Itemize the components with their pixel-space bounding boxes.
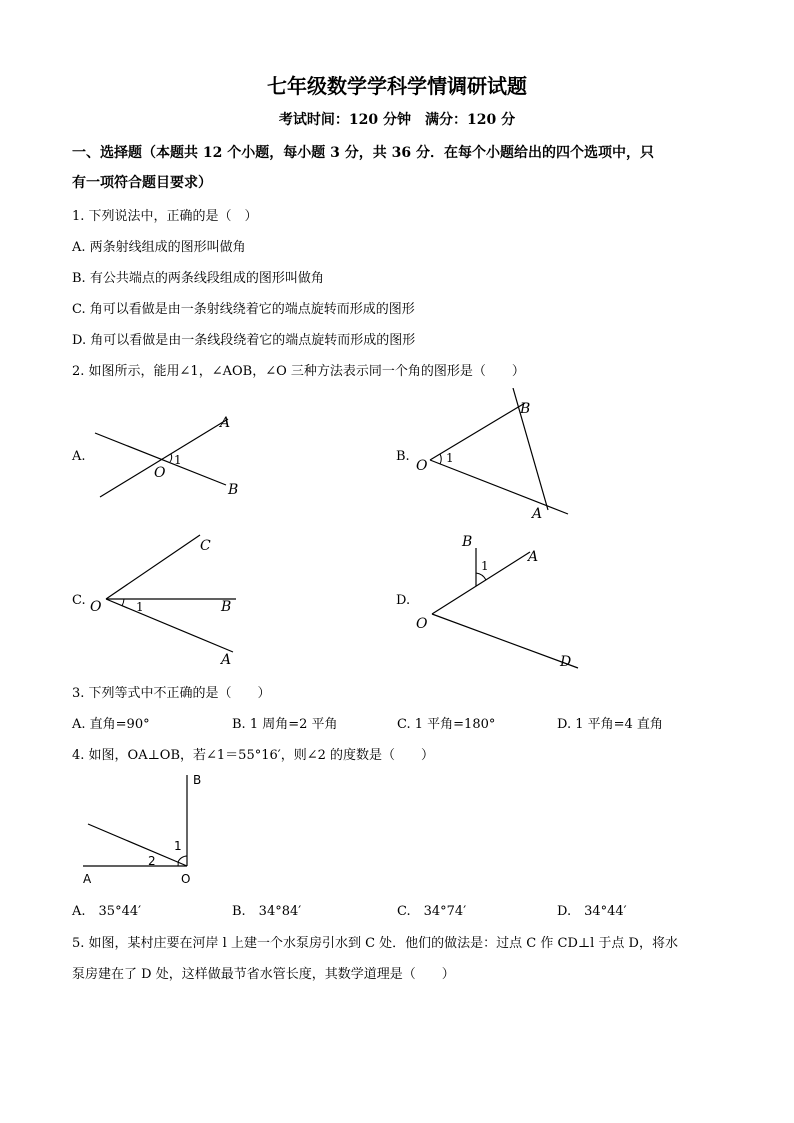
point-b: B — [221, 599, 232, 615]
question-1-stem: 1. 下列说法中，正确的是（ ） — [72, 209, 258, 224]
figure-b-diagram — [410, 388, 580, 523]
point-o: O — [416, 458, 428, 474]
point-a: A — [532, 506, 543, 522]
point-o: O — [181, 872, 191, 886]
figure-d-label: D. — [396, 593, 411, 608]
section-heading-line2: 有一项符合题目要求） — [72, 175, 212, 191]
point-b: B — [520, 401, 531, 417]
question-3-option-a: A. 直角=90° — [72, 717, 150, 732]
angle-1: 1 — [174, 453, 182, 467]
point-a: A — [83, 872, 92, 886]
question-4-option-a: A. 35°44′ — [72, 904, 142, 919]
question-3-option-c: C. 1 平角=180° — [397, 717, 496, 732]
question-4-diagram — [78, 770, 218, 890]
question-1-option-c: C. 角可以看做是由一条射线绕着它的端点旋转而形成的图形 — [72, 302, 415, 317]
angle-1: 1 — [446, 451, 454, 465]
question-3-stem: 3. 下列等式中不正确的是（ ） — [72, 686, 271, 701]
point-a: A — [221, 652, 232, 668]
page-title: 七年级数学学科学情调研试题 — [267, 74, 527, 98]
question-3-option-b: B. 1 周角=2 平角 — [232, 717, 338, 732]
point-b: B — [228, 482, 239, 498]
figure-a-label: A. — [72, 449, 86, 464]
point-b: B — [193, 773, 202, 787]
figure-d-diagram — [410, 528, 590, 673]
point-a: A — [528, 549, 539, 565]
section-heading-line1: 一、选择题（本题共 12 个小题，每小题 3 分，共 36 分．在每个小题给出的四个选项中，只 — [72, 145, 654, 161]
angle-1: 1 — [174, 839, 182, 853]
question-3-option-d: D. 1 平角=4 直角 — [557, 717, 663, 732]
question-1-option-b: B. 有公共端点的两条线段组成的图形叫做角 — [72, 271, 324, 286]
angle-1: 1 — [481, 559, 489, 573]
question-1-option-d: D. 角可以看做是由一条线段绕着它的端点旋转而形成的图形 — [72, 333, 416, 348]
question-5-line1: 5. 如图，某村庄要在河岸 l 上建一个水泵房引水到 C 处．他们的做法是：过点 C 作 CD⊥l 于点 D，将水 — [72, 936, 678, 951]
angle-2: 2 — [148, 854, 156, 868]
figure-a-diagram — [90, 405, 250, 505]
point-o: O — [416, 616, 428, 632]
question-4-option-b: B. 34°84′ — [232, 904, 302, 919]
question-1-option-a: A. 两条射线组成的图形叫做角 — [72, 240, 246, 255]
point-o: O — [154, 465, 166, 481]
point-b: B — [462, 534, 473, 550]
exam-info: 考试时间：120 分钟 满分：120 分 — [278, 112, 516, 128]
figure-c-diagram — [88, 530, 248, 670]
figure-c-label: C. — [72, 593, 86, 608]
question-4-option-c: C. 34°74′ — [397, 904, 467, 919]
point-a: A — [220, 415, 231, 431]
question-5-line2: 泵房建在了 D 处，这样做最节省水管长度，其数学道理是（ ） — [72, 967, 455, 982]
figure-b-label: B. — [396, 449, 410, 464]
angle-1: 1 — [136, 600, 144, 614]
question-4-option-d: D. 34°44′ — [557, 904, 627, 919]
question-4-stem: 4. 如图，OA⊥OB，若∠1＝55°16′，则∠2 的度数是（ ） — [72, 748, 435, 763]
question-2-stem: 2. 如图所示，能用∠1，∠AOB，∠O 三种方法表示同一个角的图形是（ ） — [72, 364, 525, 379]
point-d: D — [560, 654, 572, 670]
point-o: O — [90, 599, 102, 615]
point-c: C — [200, 538, 211, 554]
